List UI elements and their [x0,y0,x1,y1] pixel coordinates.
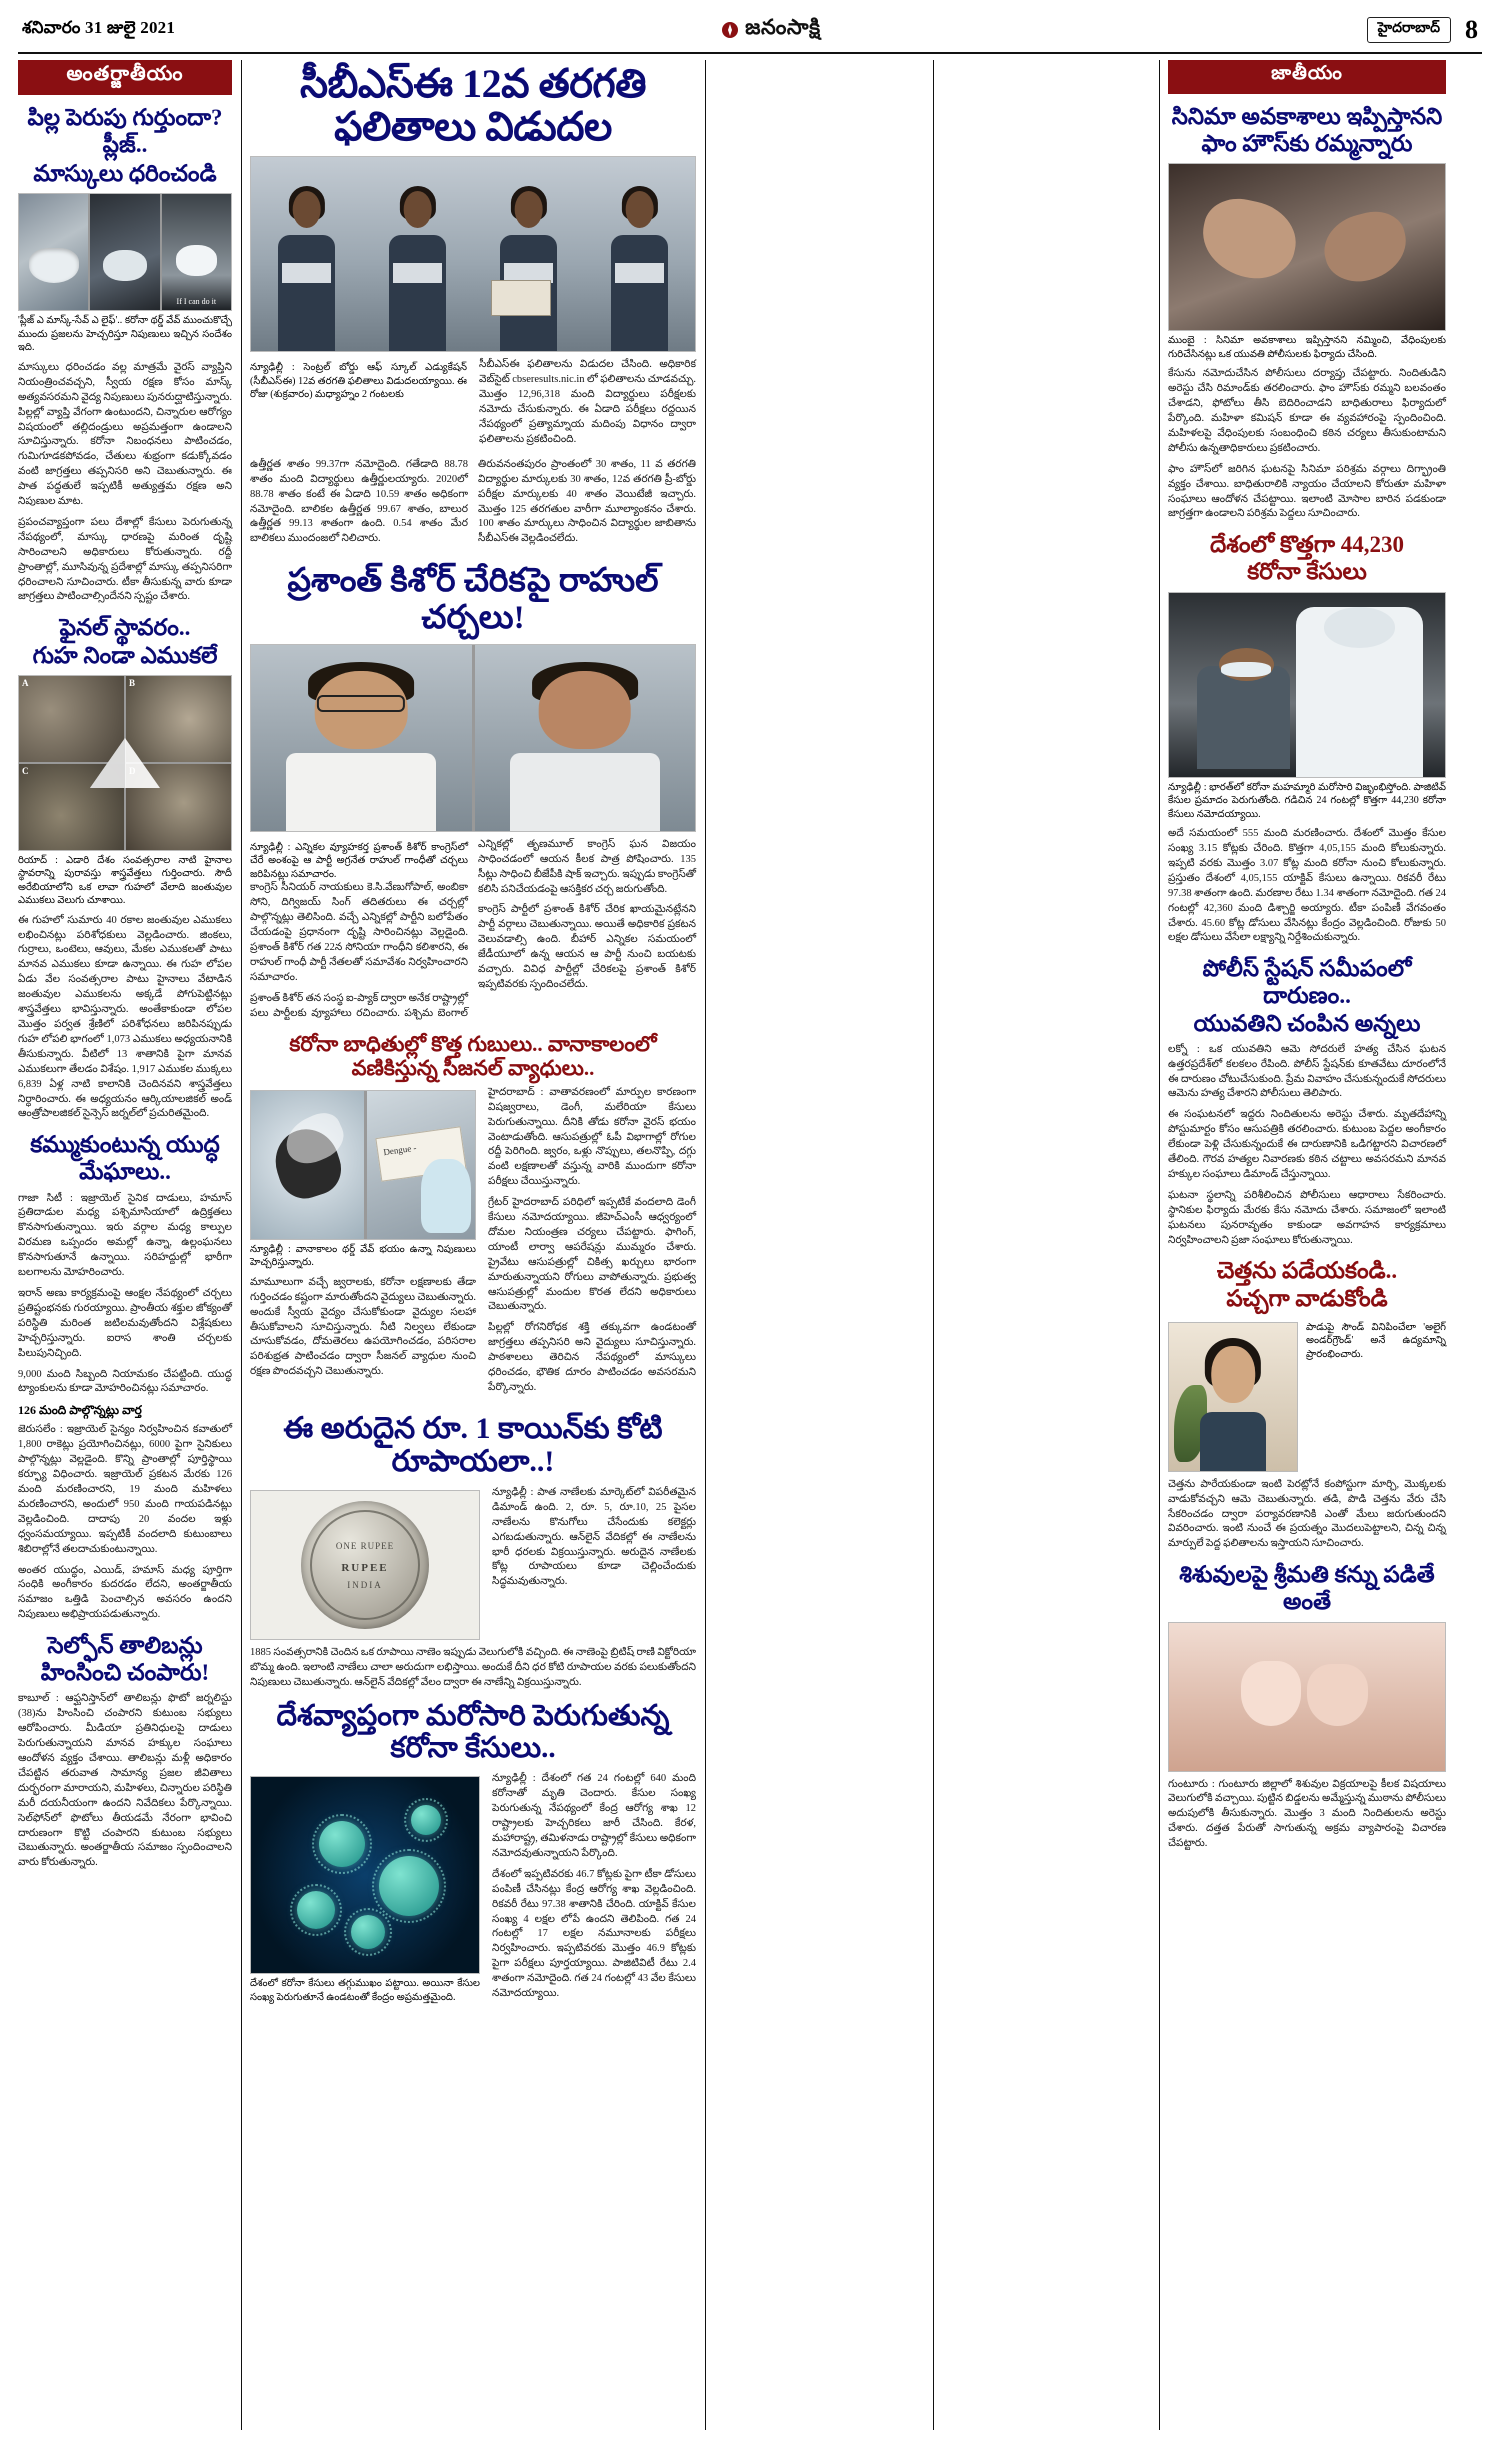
headline-covid-rising: దేశవ్యాప్తంగా మరోసారి పెరుగుతున్న కరోనా కేసులు.. [276,1699,670,1764]
paragraph-film-offer-2: ఫాం హౌస్‌లో జరిగిన ఘటనపై సినిమా పరిశ్రమ వర్గాలు దిగ్భ్రాంతి వ్యక్తం చేశాయి. బాధితురాలికి న్యాయం చేయాలని కోరుతూ మహిళా సంఘాలు ఆందోళన చేపట్టాయి. ఇలాంటి మోసాల బారిన పడకుండా జాగ్రత్తగా ఉండాలని పరిశ్రమ పెద్దలు సూచించారు. [1168,463,1446,520]
paragraph-seasonal-2: మామూలుగా వచ్చే జ్వరాలకు, కరోనా లక్షణాలకు తేడా గుర్తించడం కష్టంగా మారుతోందని వైద్యులు చెబుతున్నారు. అందుకే స్వీయ వైద్యం చేసుకోకుండా వైద్యుల సలహా తీసుకోవాలని సూచిస్తున్నారు. నీటి నిల్వలు లేకుండా చూసుకోవడం, దోమతెరలు ఉపయోగించడం, పరిసరాల పరిశుభ్రత పాటించడం ద్వారా సీజనల్ వ్యాధుల నుంచి రక్షణ పొందవచ్చని చెబుతున్నారు. [250,1276,476,1378]
figure-cave [18,675,232,908]
paragraph-cbse-3: తిరువనంతపురం ప్రాంతంలో 30 శాతం, 11 వ తరగతి విద్యార్థుల మార్కులకు 30 శాతం, 12వ తరగతి ప్రీ-బోర్డు పరీక్షల మార్కులకు 40 శాతం వెయిటేజీ ఇచ్చారు. మొత్తం 125 తరగతుల వారీగా మూల్యాంకనం చేశారు. 100 శాతం మార్కులు సాధించిన విద్యార్థుల జాబితాను సీబీఎస్‌ఈ వెల్లడించలేదు. [478,458,696,545]
banner-national-label: జాతీయం [1168,60,1446,94]
paragraph-compost: చెత్తను పారేయకుండా ఇంటి పెరట్లోనే కంపోస్టుగా మార్చి, మొక్కలకు వాడుకోవచ్చని ఆమె చెబుతున్నారు. తడి, పొడి చెత్తను వేరు చేసి సేకరించడం ద్వారా పర్యావరణానికి ఎంతో మేలు జరుగుతుందని వివరించారు. ఇంటి నుంచే ఈ ప్రయత్నం మొదలుపెట్టాలని, చిన్న చిన్న మార్పులే పెద్ద ఫలితాలను ఇస్తాయని సూచించారు. [1168,1478,1446,1550]
publication-date: శనివారం 31 జులై 2021 [22,18,176,37]
headline-film-offer-line2: ఫాం హౌస్‌కు రమ్మన్నారు [1201,131,1413,157]
headline-compost-line2: పచ్చగా వాడుకోండి [1226,1285,1388,1311]
masthead [16,10,1484,50]
paragraph-police-3: ఘటనా స్థలాన్ని పరిశీలించిన పోలీసులు ఆధారాలు సేకరించారు. స్థానికుల ఫిర్యాదు మేరకు కేసు నమోదు చేశారు. సమాజంలో ఇలాంటి ఘటనలు పునరావృతం కాకుండా అవగాహన కార్యక్రమాలు నిర్వహించాలని ప్రజా సంఘాలు కోరుతున్నాయి. [1168,1189,1446,1246]
headline-war-clouds: కమ్ముకుంటున్న యుద్ధ మేఘాలు.. [30,1132,220,1185]
page-number: 8 [1465,15,1478,44]
headline-compost-line1: చెత్తను పడేయకండి.. [1216,1258,1398,1284]
paragraph-pk-3: కాంగ్రెస్ పార్టీలో ప్రశాంత్ కిశోర్ చేరిక ఖాయమైనట్లేనని పార్టీ వర్గాలు చెబుతున్నాయి. అయితే అధికారిక ప్రకటన వెలువడాల్సి ఉంది. బీహార్ ఎన్నికల సమయంలో జేడీయూలో ఉన్న ఆయన ఆ పార్టీ నుంచి బయటకు వచ్చారు. వివిధ పార్టీల్లో చేరికలపై ప్రశాంత్ కిశోర్ ఇప్పటివరకు స్పందించలేదు. [478,904,696,990]
headline-cave-line1: ఫైనల్ స్థావరం.. [59,615,191,641]
column-spacer-right [934,60,1158,2430]
headline-new-cases-line1: దేశంలో కొత్తగా 44,230 [1209,532,1405,558]
paragraph-masks-1: మాస్కులు ధరించడం వల్ల మాత్రమే వైరస్ వ్యాప్తిని నియంత్రించవచ్చని, స్వీయ రక్షణ కోసం మాస్క్ అత్యవసరమని వైద్య నిపుణులు పునరుద్ఘాటిస్తున్నారు. పిల్లల్లో వ్యాప్తి వేగంగా ఉంటుందని, చిన్నారుల ఆరోగ్యం విషయంలో తల్లిదండ్రులు అప్రమత్తంగా ఉండాలని సూచిస్తున్నారు. కరోనా నిబంధనలు పాటించడం, గుమిగూడకపోవడం, చేతులు శుభ్రంగా కడుక్కోవడం వంటి జాగ్రత్తలు తప్పనిసరి అని చెబుతున్నారు. ఈ పాత పద్ధతులే ఇప్పటికీ అత్యుత్తమ రక్షణ అని నిపుణుల మాట. [18,361,232,508]
image-grief-hands [1168,163,1446,331]
headline-cave-line2: గుహ నిండా ఎముకలే [32,642,218,668]
image-mosquito-dengue [250,1090,476,1240]
image-students-group [251,181,695,352]
paragraph-coin-2: 1885 సంవత్సరానికి చెందిన ఒక రూపాయి నాణెం ఇప్పుడు వెలుగులోకి వచ్చింది. ఈ నాణెంపై బ్రిటిష్ రాణి విక్టోరియా బొమ్మ ఉంది. ఇలాంటి నాణేలు చాలా అరుదుగా లభిస్తాయి. అందుకే దీని ధర కోటి రూపాయల వరకు పలుకుతోందని నిపుణులు చెబుతున్నారు. ఆన్‌లైన్ వేదికల్లో వేలం ద్వారా ఈ నాణేన్ని విక్రయిస్తున్నారు. [250,1646,696,1688]
paragraph-covid-1: న్యూఢిల్లీ : దేశంలో గత 24 గంటల్లో 640 మంది కరోనాతో మృతి చెందారు. కేసుల సంఖ్య పెరుగుతున్న నేపథ్యంలో కేంద్ర ఆరోగ్య శాఖ 12 రాష్ట్రాలకు హెచ్చరికలు జారీ చేసింది. కేరళ, మహారాష్ట్ర, తమిళనాడు రాష్ట్రాల్లో కేసులు అధికంగా నమోదవుతున్నాయని పేర్కొంది. [492,1773,696,1859]
cave-label-a: A [22,677,29,688]
coin-text-top: ONE RUPEE [335,1541,395,1552]
column-spacer-left [706,60,932,2430]
caption-portrait: పాడుపై సౌండ్ వినిపించేలా 'అలైగ్ అండర్‌గ్రౌండ్' అనే ఉద్యమాన్ని ప్రారంభించారు. [1306,1321,1446,1360]
banner-international [18,60,232,95]
image-foot-right [1307,1664,1368,1726]
paragraph-war-3: 9,000 మంది సిబ్బంది నియామకం చేపట్టింది. యుద్ధ ట్యాంకులను కూడా మోహరించినట్లు సమాచారం. [18,1368,232,1395]
caption-leaders: న్యూఢిల్లీ : ఎన్నికల వ్యూహకర్త ప్రశాంత్ కిశోర్ కాంగ్రెస్‌లో చేరే అంశంపై ఆ పార్టీ అగ్రనేత రాహుల్ గాంధీతో చర్చలు జరిపినట్లు సమాచారం. [250,841,468,880]
caption-mosquito: న్యూఢిల్లీ : వానాకాలం థర్డ్ వేవ్ భయం ఉన్నా నిపుణులు హెచ్చరిస్తున్నారు. [250,1243,476,1269]
paper-name: జనంసాక్షి [745,15,821,39]
virus-particle-4 [411,1805,441,1835]
paragraph-cbse-2: ఉత్తీర్ణత శాతం 99.37గా నమోదైంది. గతేడాది 88.78 శాతం మంది విద్యార్థులు ఉత్తీర్ణులయ్యారు. 2020లో 88.78 శాతం కంటే ఈ ఏడాది 10.59 శాతం అధికంగా నమోదైంది. బాలికల ఉత్తీర్ణత 99.67 శాతం, బాలుర ఉత్తీర్ణత 99.13 శాతంగా ఉంది. 0.54 శాతం మేర బాలికలు ముందంజలో నిలిచారు. [250,458,468,545]
figure-students [250,156,696,352]
figure-grief [1168,163,1446,361]
paragraph-war-2: ఇరాన్ అణు కార్యక్రమంపై ఆంక్షల నేపథ్యంలో చర్చలు ప్రతిష్టంభనకు గురయ్యాయి. ప్రాంతీయ శక్తుల జోక్యంతో పరిస్థితి మరింత జటిలమవుతోందని విశ్లేషకులు హెచ్చరిస్తున్నారు. ఐరాస శాంతి చర్చలకు పిలుపునిచ్చింది. [18,1288,232,1359]
image-coronavirus [250,1776,480,1974]
paragraph-infants: గుంటూరు : గుంటూరు జిల్లాలో శిశువుల విక్రయాలపై కీలక విషయాలు వెలుగులోకి వచ్చాయి. పుట్టిన బిడ్డలను అమ్మేస్తున్న ముఠాను పోలీసులు అదుపులోకి తీసుకున్నారు. మొత్తం 3 మంది నిందితులను అరెస్టు చేశారు. దత్తత పేరుతో సాగుతున్న అక్రమ వ్యాపారంపై విచారణ చేపట్టారు. [1168,1778,1446,1850]
image-student-4 [602,181,677,352]
image-cave-grid [18,675,232,851]
image-prashant-kishor [251,645,472,831]
headline-police-station-line2: యువతిని చంపిన అన్నలు [1193,1010,1421,1036]
pyramid-icon [88,736,162,790]
figure-leaders [250,644,696,832]
figure-mask-collage [18,193,232,355]
figure-coin [250,1490,480,1640]
figure-portrait [1168,1322,1298,1472]
virus-particle-3 [297,1891,335,1929]
image-covid-testing [1168,592,1446,778]
image-foot-left [1241,1661,1302,1726]
banner-national [1168,60,1446,94]
paragraph-war-1: గాజా సిటీ : ఇజ్రాయెల్ సైనిక దాడులు, హమాస్ ప్రతిదాడుల మధ్య పశ్చిమాసియాలో ఉద్రిక్తతలు కొనసాగుతున్నాయి. ఇరు వర్గాల మధ్య కాల్పుల విరమణ ఒప్పందం అమల్లో ఉన్నా, ఉల్లంఘనలు కొనసాగుతూనే ఉన్నాయి. సరిహద్దుల్లో భారీగా బలగాలను మోహరించారు. [18,1192,232,1279]
paragraph-covid-2: దేశంలో ఇప్పటివరకు 46.7 కోట్లకు పైగా టీకా డోసులు పంపిణీ చేసినట్లు కేంద్ర ఆరోగ్య శాఖ వెల్లడించింది. రికవరీ రేటు 97.38 శాతానికి చేరింది. యాక్టివ్ కేసుల సంఖ్య 4 లక్షల లోపే ఉందని తెలిపింది. గత 24 గంటల్లో 17 లక్షల నమూనాలకు పరీక్షలు నిర్వహించారు. ఇప్పటివరకు మొత్తం 46.9 కోట్లకు పైగా పరీక్షలు పూర్తయ్యాయి. పాజిటివిటీ రేటు 2.4 శాతంగా నమోదైంది. గత 24 గంటల్లో 43 వేల కేసులు నమోదయ్యాయి. [492,1868,696,2000]
paragraph-film-offer-1: కేసును నమోదుచేసిన పోలీసులు దర్యాప్తు చేపట్టారు. నిందితుడిని అరెస్టు చేసి రిమాండ్‌కు తరలించారు. ఫాం హౌస్‌కు రమ్మని బలవంతం చేశాడని, ఫోటోలు తీసి బెదిరించాడని బాధితురాలు ఫిర్యాదులో పేర్కొంది. మహిళా కమిషన్ కూడా ఈ వ్యవహారంపై స్పందించింది. మహిళలపై వేధింపులకు సంబంధించి కఠిన చర్యలు తీసుకుంటామని పోలీసు ఉన్నతాధికారులు ప్రకటించారు. [1168,368,1446,454]
paragraph-police-1: లక్నో : ఒక యువతిని ఆమె సోదరులే హత్య చేసిన ఘటన ఉత్తరప్రదేశ్‌లో కలకలం రేపింది. పోలీస్ స్టేషన్‌కు కూతవేటు దూరంలోనే ఈ దారుణం చోటుచేసుకుంది. ప్రేమ వివాహం చేసుకున్నందుకే సోదరులు ఆమెను హత్య చేశారని పోలీసులు తెలిపారు. [1168,1043,1446,1100]
figure-baby-feet [1168,1622,1446,1772]
lotus-icon [721,21,739,39]
figure-mosquito [250,1090,476,1270]
column-national [1160,60,1448,2430]
paragraph-new-cases: అదే సమయంలో 555 మంది మరణించారు. దేశంలో మొత్తం కేసుల సంఖ్య 3.15 కోట్లకు చేరింది. కొత్తగా 4,05,155 మంది కోలుకున్నారు. ఇప్పటి వరకు మొత్తం 3.07 కోట్ల మంది కరోనా నుంచి కోలుకున్నారు. ప్రస్తుతం దేశంలో 4,05,155 యాక్టివ్ కేసులు ఉన్నాయి. రికవరీ రేటు 97.38 శాతంగా ఉంది. మరణాల రేటు 1.34 శాతంగా నమోదైంది. గత 24 గంటల్లో 42,360 మంది డిశ్చార్జి అయ్యారు. టీకా పంపిణీ వేగవంతం చేశారు. 45.60 కోట్ల డోసులు వేసినట్లు కేంద్రం వెల్లడించింది. రోజుకు 50 లక్షల డోసులు వేసేలా లక్ష్యాన్ని నిర్దేశించుకున్నారు. [1168,828,1446,944]
figure-covid-test [1168,592,1446,822]
column-international [16,60,240,2430]
headline-journalist-killed: సెల్ఫోన్ తాలిబన్లు హింసించి చంపారు! [40,1633,210,1686]
headline-rare-coin: ఈ అరుదైన రూ. 1 కాయిన్‌కు కోటి రూపాయలా..! [283,1411,663,1478]
paragraph-seasonal-1: హైదరాబాద్ : వాతావరణంలో మార్పుల కారణంగా విషజ్వరాలు, డెంగీ, మలేరియా కేసులు పెరుగుతున్నాయి. దీనికి తోడు కరోనా వైరస్ భయం వెంటాడుతోంది. ఆసుపత్రుల్లో ఓపీ విభాగాల్లో రోగుల రద్దీ పెరిగింది. జ్వరం, ఒళ్లు నొప్పులు, తలనొప్పి, దగ్గు వంటి లక్షణాలతో వస్తున్న వారికి ముందుగా కరోనా పరీక్షలు చేయిస్తున్నారు. [488,1086,696,1188]
image-rare-coin [250,1490,480,1640]
paragraph-war-5: అంతర యుద్ధం, ఎయిడ్, హమాస్ మధ్య పూర్తిగా సంధికి అంగీకారం కుదరడం లేదని, అంతర్జాతీయ సమాజం ఒత్తిడి పెంచాల్సిన అవసరం ఉందని నిపుణులు అభిప్రాయపడుతున్నారు. [18,1564,232,1621]
caption-mask-collage: 'ప్లీజ్ ఎ మాస్క్-సేవ్ ఎ లైఫ్'.. కరోనా థర్డ్ వేవ్ ముంచుకొచ్చే ముందు ప్రజలను హెచ్చరిస్తూ నిపుణులు ఇచ్చిన సందేశం ఇది. [18,315,232,354]
image-mask-collage [18,193,232,311]
caption-covid-test: న్యూఢిల్లీ : భారత్‌లో కరోనా మహమ్మారి మరోసారి విజృంభిస్తోంది. పాజిటివ్ కేసుల ప్రమాదం పెరుగుతోంది. గడిచిన 24 గంటల్లో కొత్తగా 44,230 కరోనా కేసులు నమోదయ్యాయి. [1168,781,1446,820]
coin-text-mid: RUPEE [341,1561,389,1574]
headline-masks-line1: పిల్ల పెరుపు గుర్తుందా? ప్లీజ్.. [27,105,223,158]
paragraph-cbse-1: సీబీఎస్‌ఈ ఫలితాలను విడుదల చేసింది. అధికారిక వెబ్‌సైట్ cbseresults.nic.in లో ఫలితాలను చూడవచ్చు. మొత్తం 12,96,318 మంది విద్యార్థులు పరీక్షలకు నమోదు చేసుకున్నారు. ఈ ఏడాది పరీక్షలు రద్దయిన నేపథ్యంలో ప్రత్యామ్నాయ మదింపు విధానం ద్వారా ఫలితాలను ప్రకటించింది. [479,359,696,445]
paragraph-journalist: కాబూల్ : ఆఫ్ఘనిస్తాన్‌లో తాలిబన్లు ఫొటో జర్నలిస్టు (38)ను హింసించి చంపారని కుటుంబ సభ్యులు ఆరోపించారు. మీడియా ప్రతినిధులపై దాడులు పెరుగుతున్నాయని మానవ హక్కుల సంఘాలు ఆందోళన వ్యక్తం చేశాయి. తాలిబన్లు మళ్లీ అధికారం చేపట్టిన తరువాత సామాన్య ప్రజల జీవితాలు దుర్భరంగా మారాయని, మహిళలు, చిన్నారుల పరిస్థితి మరీ దయనీయంగా ఉందని నివేదికలు పేర్కొన్నాయి. సెల్‌ఫోన్‌లో ఫొటోలు తీయడమే నేరంగా భావించి దారుణంగా కొట్టి చంపారని కుటుంబ సభ్యులు చెబుతున్నారు. అంతర్జాతీయ సమాజం స్పందించాలని వారు కోరుతున్నారు. [18,1693,232,1869]
image-baby-feet [1168,1622,1446,1772]
test-strip: Dengue - [375,1126,467,1182]
headline-film-offer-line1: సినిమా అవకాశాలు ఇప్పిస్తానని [1171,104,1443,129]
page-grid [16,60,1484,2430]
headline-prashant-kishor: ప్రశాంత్ కిశోర్ చేరికపై రాహుల్ చర్చలు! [287,563,659,636]
image-student-1 [269,181,344,352]
subhead-126-participants: 126 మంది పాల్గొన్నట్లు వార్త [18,1403,142,1418]
caption-students: న్యూఢిల్లీ : సెంట్రల్ బోర్డు ఆఫ్ స్కూల్ ఎడ్యుకేషన్ (సీబీఎస్‌ఈ) 12వ తరగతి ఫలితాలు విడుదలయ్యాయి. ఈ రోజు (శుక్రవారం) మధ్యాహ్నం 2 గంటలకు [250,362,467,401]
headline-police-station-line1: పోలీస్ స్టేషన్ సమీపంలో దారుణం.. [1202,956,1412,1009]
caption-grief: ముంబై : సినిమా అవకాశాలు ఇప్పిస్తానని నమ్మించి, వేధింపులకు గురిచేసినట్లు ఒక యువతి పోలీసులకు ఫిర్యాదు చేసింది. [1168,335,1446,360]
image-student-3 [491,181,566,352]
headline-cbse-results: సీబీఎస్‌ఈ 12వ తరగతి ఫలితాలు విడుదల [299,61,647,150]
image-dengue-test-kit [367,1091,475,1239]
paragraph-coin-1: న్యూఢిల్లీ : పాత నాణేలకు మార్కెట్‌లో విపరీతమైన డిమాండ్ ఉంది. 2, రూ. 5, రూ.10, 25 పైసల నాణేలను కొనుగోలు చేసేందుకు కలెక్టర్లు ఎగబడుతున్నారు. ఆన్‌లైన్ వేదికల్లో ఈ నాణేలను భారీ ధరలకు విక్రయిస్తున్నారు. అరుదైన నాణేలకు కోట్ల రూపాయలు కూడా చెల్లించేందుకు సిద్ధమవుతున్నారు. [492,1486,696,1588]
masthead-right [1367,15,1478,45]
paragraph-seasonal-4: పిల్లల్లో రోగనిరోధక శక్తి తక్కువగా ఉండటంతో జాగ్రత్తలు తప్పనిసరి అని వైద్యులు సూచిస్తున్నారు. పాఠశాలలు తెరిచిన నేపథ్యంలో మాస్కులు ధరించడం, భౌతిక దూరం పాటించడం అవసరమని పేర్కొన్నారు. [488,1322,696,1393]
image-student-2 [380,181,455,352]
edition-city: హైదరాబాద్ [1367,17,1451,43]
coin-text-bottom: INDIA [347,1579,383,1590]
banner-international-label: అంతర్జాతీయం [18,60,232,95]
masthead-divider [18,52,1482,54]
column-lead-stories [242,60,704,2430]
paragraph-seasonal-3: గ్రేటర్ హైదరాబాద్ పరిధిలో ఇప్పటికే వందలాది డెంగీ కేసులు నమోదయ్యాయి. జీహెచ్ఎంసీ ఆధ్వర్యంలో దోమల నియంత్రణ చర్యలు చేపట్టారు. ఫాగింగ్, యాంటీ లార్వా ఆపరేషన్లు ముమ్మరం చేశారు. ప్రైవేటు ఆసుపత్రుల్లో చికిత్స ఖర్చులు భారంగా మారుతున్నాయని రోగులు వాపోతున్నారు. ప్రభుత్వ ఆసుపత్రుల్లో మందుల కొరత లేదని అధికారులు చెబుతున్నారు. [488,1197,696,1313]
paragraph-masks-2: ప్రపంచవ్యాప్తంగా పలు దేశాల్లో కేసులు పెరుగుతున్న నేపథ్యంలో, మాస్కు ధారణపై మరింత దృష్టి సారించాలని అధికారులు కోరుతున్నారు. రద్దీ ప్రాంతాల్లో, మూసివున్న ప్రదేశాల్లో మాస్కు తప్పనిసరిగా ధరించాలని సూచించారు. టీకా తీసుకున్న వారు కూడా జాగ్రత్తలు పాటించాల్సిందేనని స్పష్టం చేశారు. [18,516,232,603]
image-book [491,280,551,316]
paper-logo [721,15,820,45]
image-patient-mask [1221,662,1271,677]
image-mosquito [251,1091,364,1239]
image-mask-person-2 [90,194,159,310]
figure-virus [250,1776,480,2004]
image-hand-1 [1195,192,1303,286]
virus-particle-5 [351,1915,385,1949]
virus-particle-2 [379,1856,439,1916]
headline-masks-line2: మాస్కులు ధరించండి [33,161,217,187]
caption-virus: దేశంలో కరోనా కేసులు తగ్గుముఖం పట్టాయి. అయినా కేసుల సంఖ్య పెరుగుతూనే ఉండటంతో కేంద్రం అప్రమత్తమైంది. [250,1978,480,2003]
image-rahul-gandhi [475,645,696,831]
paragraph-police-2: ఈ సంఘటనలో ఇద్దరు నిందితులను అరెస్టు చేశారు. మృతదేహాన్ని పోస్టుమార్టం కోసం ఆసుపత్రికి తరలించారు. కుటుంబ పెద్దల అంగీకారం లేకుండా పెళ్లి చేసుకున్నందుకే ఈ దారుణానికి ఒడిగట్టారని విచారణలో తేలింది. గౌరవ హత్యల నివారణకు కఠిన చట్టాలు అవసరమని మానవ హక్కుల సంఘాలు డిమాండ్ చేస్తున్నాయి. [1168,1109,1446,1180]
image-mask-person-1 [19,194,88,310]
image-students [250,156,696,352]
image-woman-portrait [1168,1322,1298,1472]
image-health-worker-head [1324,607,1396,647]
headline-seasonal-diseases: కరోనా బాధితుల్లో కొత్త గుబులు.. వానాకాలంలో వణికిస్తున్న సీజనల్ వ్యాధులు.. [289,1031,657,1080]
paragraph-cave-body: ఈ గుహలో సుమారు 40 రకాల జంతువుల ఎముకలు లభించినట్లు పరిశోధకులు వెల్లడించారు. జింకలు, గుర్రాలు, ఒంటెలు, ఆవులు, మేకల ఎముకలతో పాటు మానవ ఎముకలు కూడా ఉన్నాయి. ఈ గుహ లోపల ఏడు వేల సంవత్సరాల పాటు హైనాలు వేటాడిన జంతువుల ఎముకలను అక్కడే పోగుపెట్టినట్లు శాస్త్రవేత్తలు భావిస్తున్నారు. అంతేకాకుండా లోపల మొత్తం పర్వత శ్రేణిలో పరిశోధనలు జరిపినప్పుడు గుహ లోపలి భాగంలో 1,073 ఎముకలు అధ్యయనానికి తీసుకున్నారు. వీటిలో 13 శాతానికి పైగా మానవ ఎముకలుగా తేలడం విశేషం. 1,917 ఎముకల ముక్కలు 6,839 ఏళ్ల నాటి కాలానికి చెందినవని శాస్త్రవేత్తలు నిర్ధారించారు. ఈ అధ్యయనం ఆర్కియాలజికల్ అండ్ ఆంత్రోపాలజికల్ సైన్సెస్ జర్నల్‌లో ప్రచురితమైంది. [18,914,232,1120]
paragraph-pk-2: ప్రశాంత్ కిశోర్ తన సంస్థ ఐ-ప్యాక్ ద్వారా అనేక రాష్ట్రాల్లో పలు పార్టీలకు వ్యూహాలు రచించారు. పశ్చిమ బెంగాల్ ఎన్నికల్లో తృణమూల్ కాంగ్రెస్ ఘన విజయం సాధించడంలో ఆయన కీలక పాత్ర పోషించారు. 135 సీట్లు సాధించి బీజేపీకి షాక్ ఇచ్చారు. ఇప్పుడు కాంగ్రెస్‌తో కలిసి పనిచేయడంపై ఆసక్తికర చర్చ జరుగుతోంది. [250,838,696,1019]
headline-new-cases-line2: కరోనా కేసులు [1247,559,1367,585]
paragraph-war-4: జెరుసలేం : ఇజ్రాయెల్ సైన్యం నిర్వహించిన కవాతులో 1,800 రాకెట్లు ప్రయోగించినట్లు, 6000 పైగా సైనికులు పాల్గొన్నట్లు వెల్లడైంది. కొన్ని ప్రాంతాల్లో పూర్తిస్థాయి కర్ఫ్యూ విధించారు. ఇజ్రాయెల్ ప్రకటన మేరకు 126 మంది మరణించారని, 19 మంది మహిళలు మరణించారని, అందులో 950 మంది గాయపడినట్లు వెల్లడించింది. దాదాపు 20 వందల ఇళ్లు ధ్వంసమయ్యాయి. ఇప్పటికీ వందలాది కుటుంబాలు శిబిరాల్లోనే తలదాచుకుంటున్నాయి. [18,1424,232,1555]
paragraph-pk-1: కాంగ్రెస్ సీనియర్ నాయకులు కె.సి.వేణుగోపాల్, అంబికా సోని, దిగ్విజయ్ సింగ్ తదితరులు ఈ చర్చల్లో పాల్గొన్నట్లు తెలిసింది. వచ్చే ఎన్నికల్లో పార్టీని బలోపేతం చేయడంపై ప్రధానంగా దృష్టి సారించినట్లు వెల్లడైంది. ప్రశాంత్ కిశోర్ గత 22న సోనియా గాంధీని కలిశారని, ఈ రాహుల్ గాంధీ పార్టీ నేతలతో సమావేశం నిర్వహించారని సమాచారం. [250,882,468,983]
image-patient [1197,666,1291,769]
image-hand-2 [1317,205,1413,289]
image-mask-person-3: If I can do it [162,194,231,310]
image-leaders [250,644,696,832]
cave-label-c: C [22,765,29,776]
virus-particle-1 [319,1821,365,1867]
headline-infants: శిశువులపై శ్రీమతి కన్ను పడితే అంతే [1179,1562,1435,1615]
cave-label-b: B [129,677,136,688]
caption-cave: రియాద్ : ఎడారి దేశం సంవత్సరాల నాటి హైనాల స్థావరాన్ని పురావస్తు శాస్త్రవేత్తలు గుర్తించారు. సౌదీ అరేబియాలోని ఒక లావా గుహలో వేలాది జంతువుల ఎముకలు వెలుగు చూశాయి. [18,854,232,907]
